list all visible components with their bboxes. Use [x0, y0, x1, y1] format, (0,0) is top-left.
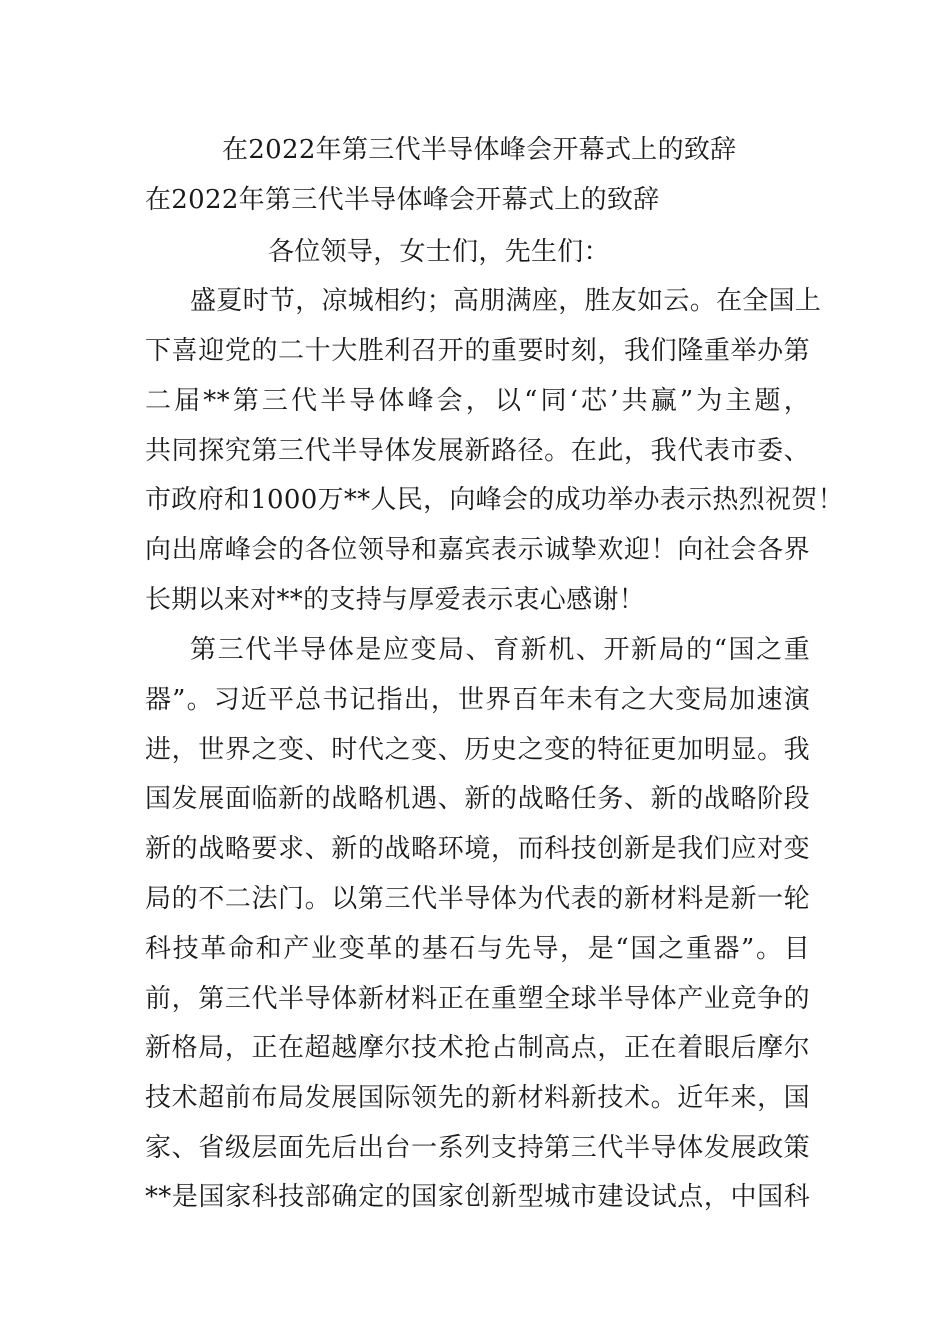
paragraph-2-line: 技术超前布局发展国际领先的新材料新技术。近年来，国 [145, 1083, 810, 1113]
salutation: 各位领导，女士们，先生们： [268, 237, 610, 267]
paragraph-2-line: **是国家科技部确定的国家创新型城市建设试点，中国科 [145, 1182, 810, 1212]
paragraph-2-line: 局的不二法门。以第三代半导体为代表的新材料是新一轮 [145, 884, 810, 914]
paragraph-1-line: 市政府和1000万**人民，向峰会的成功举办表示热烈祝贺！ [145, 485, 844, 515]
paragraph-1-line: 向出席峰会的各位领导和嘉宾表示诚挚欢迎！向社会各界 [145, 535, 810, 565]
paragraph-2-line: 器”。习近平总书记指出，世界百年未有之大变局加速演 [145, 685, 810, 715]
paragraph-2-line: 新格局，正在超越摩尔技术抢占制高点，正在着眼后摩尔 [145, 1033, 810, 1063]
paragraph-1-line: 盛夏时节，凉城相约；高朋满座，胜友如云。在全国上 [190, 286, 822, 316]
paragraph-2-line: 第三代半导体是应变局、育新机、开新局的“国之重 [190, 635, 810, 665]
paragraph-1-line: 共同探究第三代半导体发展新路径。在此，我代表市委、 [145, 436, 810, 466]
paragraph-1-line: 二届**第三代半导体峰会，以“同‘芯’共赢”为主题， [145, 386, 810, 416]
document-title-centered: 在2022年第三代半导体峰会开幕式上的致辞 [222, 135, 737, 165]
document-title: 在2022年第三代半导体峰会开幕式上的致辞 [145, 185, 660, 215]
paragraph-2-line: 新的战略要求、新的战略环境，而科技创新是我们应对变 [145, 834, 810, 864]
paragraph-2-line: 国发展面临新的战略机遇、新的战略任务、新的战略阶段 [145, 784, 810, 814]
paragraph-2-line: 家、省级层面先后出台一系列支持第三代半导体发展政策 [145, 1133, 810, 1163]
paragraph-1-line: 下喜迎党的二十大胜利召开的重要时刻，我们隆重举办第 [145, 336, 810, 366]
paragraph-2-line: 进，世界之变、时代之变、历史之变的特征更加明显。我 [145, 735, 810, 765]
paragraph-1-line: 长期以来对**的支持与厚爱表示衷心感谢！ [145, 585, 646, 615]
paragraph-2-line: 前，第三代半导体新材料正在重塑全球半导体产业竞争的 [145, 984, 810, 1014]
paragraph-2-line: 科技革命和产业变革的基石与先导，是“国之重器”。目 [145, 934, 810, 964]
